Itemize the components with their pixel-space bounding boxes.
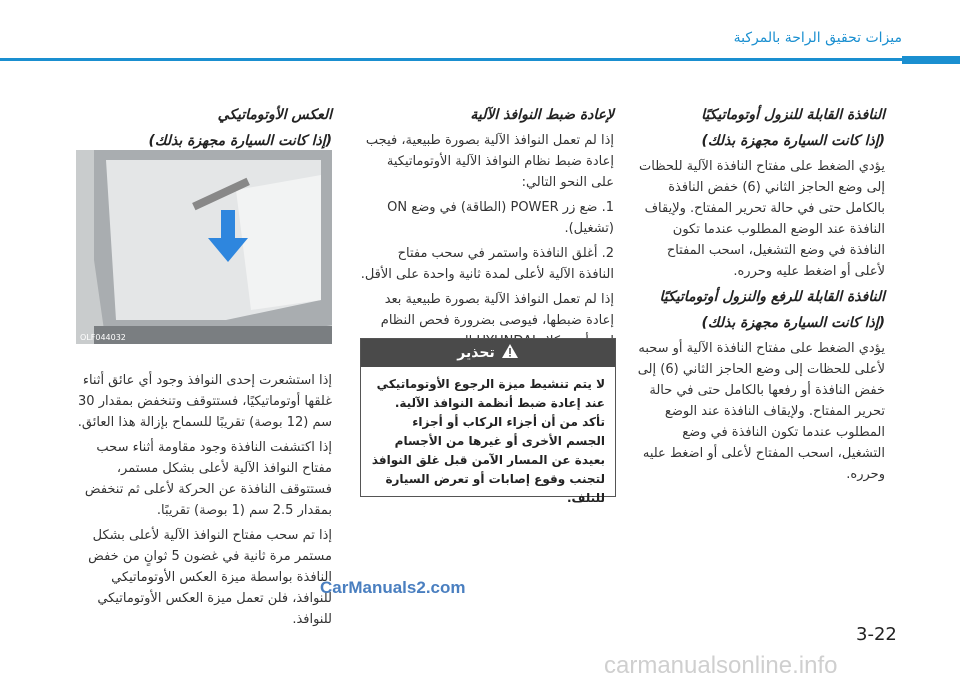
header-tab [902,56,960,64]
header-rule [0,58,902,61]
reset-step-2: 2. أغلق النافذة واستمر في سحب مفتاح النافذة الآلية لأعلى لمدة ثانية واحدة على الأقل. [360,246,614,282]
warning-header [361,339,615,367]
heading-auto-down-sub: (إذا كانت السيارة مجهزة بذلك) [701,133,885,149]
reset-step-1: 1. ضع زر POWER (الطاقة) في وضع ON (تشغيل). [387,200,614,236]
door-window-image [76,150,332,344]
heading-auto-reverse-sub: (إذا كانت السيارة مجهزة بذلك) [148,133,332,149]
left-column-top [76,104,332,156]
paragraph-auto-up-down: يؤدي الضغط على مفتاح النافذة الآلية أو سحبه لأعلى للحظات إلى وضع الحاجز الثاني (6) إلى خفض النافذة أو رفعها بالكامل حتى في حالة تحرير المفتاح. ولإيقاف النافذة عند الوضع المطلوب عندما تكون النافذة في وضع التشغيل، اسحب المفتاح لأعلى أو اضغط عليه وحرره. [637,341,885,482]
reverse-paragraph-3: إذا تم سحب مفتاح النوافذ الآلية لأعلى بشكل مستمر مرة ثانية في غضون 5 ثوانٍ من خفض النافذة بواسطة ميزة العكس الأوتوماتيكي للنوافذ، فلن تعمل ميزة العكس الأوتوماتيكي للنوافذ. [88,528,332,627]
warning-icon [501,343,519,363]
page-number: 3-22 [856,624,897,645]
section-title: ميزات تحقيق الراحة بالمركبة [733,30,902,46]
warning-title: تحذير [457,345,495,361]
heading-auto-up-down: النافذة القابلة للرفع والنزول أوتوماتيكيًا [659,289,885,305]
heading-auto-reverse: العكس الأوتوماتيكي [217,107,332,123]
heading-auto-down: النافذة القابلة للنزول أوتوماتيكيًا [701,107,885,123]
heading-reset: لإعادة ضبط النوافذ الآلية [470,107,614,123]
left-column-body [76,370,332,634]
footer-url: carmanualsonline.info [604,652,838,679]
reverse-paragraph-2: إذا اكتشفت النافذة وجود مقاومة أثناء سحب مفتاح النوافذ الآلية لأعلى بشكل مستمر، فستتوقف النافذة عن الحركة لأعلى ثم تنخفض بمقدار 2.5 سم (1 بوصة) تقريبًا. [84,440,332,518]
warning-box [360,338,616,505]
middle-column [360,104,614,356]
heading-auto-up-down-sub: (إذا كانت السيارة مجهزة بذلك) [701,315,885,331]
watermark-logo: CarManuals2.com [320,578,466,597]
reverse-paragraph-1: إذا استشعرت إحدى النوافذ وجود أي عائق أثناء غلقها أوتوماتيكيًا، فستتوقف وتنخفض بمقدار 30 سم (12 بوصة) تقريبًا للسماح بإزالة هذا العائق. [77,373,332,430]
reset-intro: إذا لم تعمل النوافذ الآلية بصورة طبيعية، فيجب إعادة ضبط نظام النوافذ الآلية الأوتوماتيكية على النحو التالي: [365,133,614,190]
reset-paragraph: إذا لم تعمل النوافذ الآلية بصورة طبيعية بعد إعادة ضبطها، فيوصى بضرورة فحص النظام [380,292,614,328]
right-column [635,104,885,489]
image-code: OLF044032 [80,333,126,342]
warning-text: لا يتم تنشيط ميزة الرجوع الأوتوماتيكي عند إعادة ضبط أنظمة النوافذ الآلية. تأكد من أن أجزاء الركاب أو أجزاء الجسم الأخرى أو غيرها من الأجسام بعيدة عن المسار الآمن قبل غلق النوافذ لتجنب وقوع إصابات أو تعرض السيارة للتلف. [371,377,605,505]
paragraph-auto-down: يؤدي الضغط على مفتاح النافذة الآلية للحظات إلى وضع الحاجز الثاني (6) خفض النافذة بالكامل حتى في حالة تحرير المفتاح. ولإيقاف النافذة عند الوضع المطلوب عندما تكون النافذة في وضع التشغيل، اسحب المفتاح لأعلى أو اضغط عليه وحرره. [639,159,885,279]
